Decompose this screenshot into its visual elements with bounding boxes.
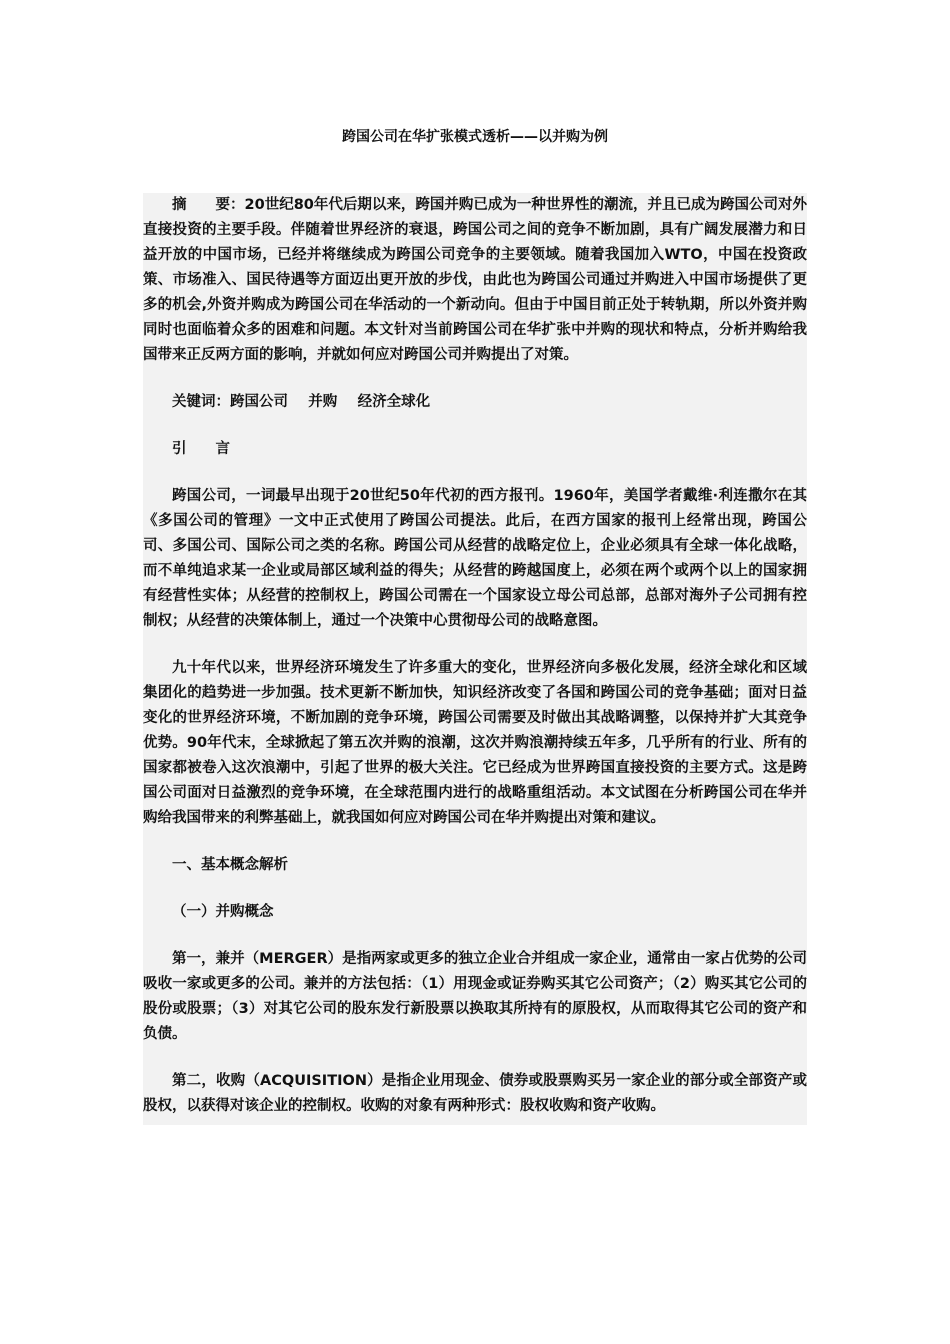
- keyword-3: 经济全球化: [357, 394, 431, 410]
- keywords-line: [143, 390, 807, 415]
- keywords-label: 关键词：: [172, 394, 230, 410]
- intro-paragraph-2: 九十年代以来，世界经济环境发生了许多重大的变化，世界经济向多极化发展，经济全球化和区域集团化的趋势进一步加强。技术更新不断加快，知识经济改变了各国和跨国公司的竞争基础；面对日益变化的世界经济环境，不断加剧的竞争环境，跨国公司需要及时做出其战略调整，以保持并扩大其竞争优势。90年代末，全球掀起了第五次并购的浪潮，这次并购浪潮持续五年多，几乎所有的行业、所有的国家都被卷入这次浪潮中，引起了世界的极大关注。它已经成为世界跨国直接投资的主要方式。这是跨国公司面对日益激烈的竞争环境，在全球范围内进行的战略重组活动。本文试图在分析跨国公司在华并购给我国带来的利弊基础上，就我国如何应对跨国公司在华并购提出对策和建议。: [143, 660, 807, 826]
- keyword-1: 跨国公司: [230, 394, 288, 410]
- subsection-heading-1: （一）并购概念: [172, 904, 274, 920]
- intro-heading: 引 言: [172, 441, 230, 457]
- section-heading-1: 一、基本概念解析: [172, 857, 288, 873]
- acquisition-paragraph: 第二，收购（ACQUISITION）是指企业用现金、债券或股票购买另一家企业的部分或全部资产或股权，以获得对该企业的控制权。收购的对象有两种形式：股权收购和资产收购。: [143, 1073, 807, 1114]
- keyword-2: 并购: [308, 394, 338, 410]
- document-title: 跨国公司在华扩张模式透析——以并购为例: [342, 129, 608, 145]
- intro-paragraph-1: 跨国公司，一词最早出现于20世纪50年代初的西方报刊。1960年，美国学者戴维·利连撒尔在其《多国公司的管理》一文中正式使用了跨国公司提法。此后，在西方国家的报刊上经常出现，跨国公司、多国公司、国际公司之类的名称。跨国公司从经营的战略定位上，企业必须具有全球一体化战略，而不单纯追求某一企业或局部区域利益的得失；从经营的跨越国度上，必须在两个或两个以上的国家拥有经营性实体；从经营的控制权上，跨国公司需在一个国家设立母公司总部，总部对海外子公司拥有控制权；从经营的决策体制上，通过一个决策中心贯彻母公司的战略意图。: [143, 488, 807, 629]
- abstract-paragraph: 摘 要：20世纪80年代后期以来，跨国并购已成为一种世界性的潮流，并且已成为跨国公司对外直接投资的主要手段。伴随着世界经济的衰退，跨国公司之间的竞争不断加剧，具有广阔发展潜力和日益开放的中国市场，已经并将继续成为跨国公司竞争的主要领域。随着我国加入WTO，中国在投资政策、市场准入、国民待遇等方面迈出更开放的步伐，由此也为跨国公司通过并购进入中国市场提供了更多的机会,外资并购成为跨国公司在华活动的一个新动向。但由于中国目前正处于转轨期，所以外资并购同时也面临着众多的困难和问题。本文针对当前跨国公司在华扩张中并购的现状和特点，分析并购给我国带来正反两方面的影响，并就如何应对跨国公司并购提出了对策。: [143, 197, 807, 363]
- merger-paragraph: 第一，兼并（MERGER）是指两家或更多的独立企业合并组成一家企业，通常由一家占优势的公司吸收一家或更多的公司。兼并的方法包括：（1）用现金或证券购买其它公司资产；（2）购买其它公司的股份或股票；（3）对其它公司的股东发行新股票以换取其所持有的原股权，从而取得其它公司的资产和负债。: [143, 951, 807, 1042]
- document-body: [143, 193, 807, 1125]
